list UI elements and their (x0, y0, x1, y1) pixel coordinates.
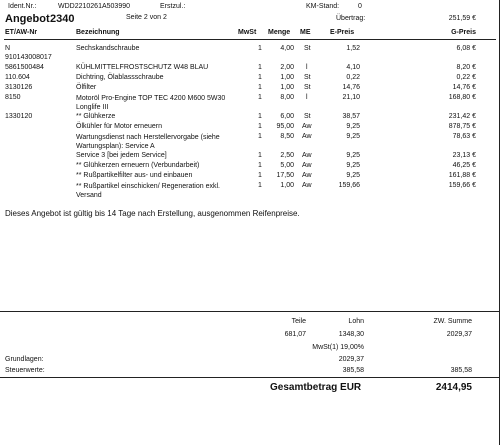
row-unit: Aw (302, 172, 312, 179)
carry-label: Übertrag: (336, 15, 366, 22)
row-qty: 4,00 (280, 45, 294, 52)
teile-label: Teile (291, 318, 306, 325)
row-mwst: 1 (258, 172, 262, 179)
gesamt-label: Gesamtbetrag EUR (270, 382, 362, 393)
carry-value: 251,59 € (448, 15, 476, 22)
row-mwst: 1 (258, 94, 262, 101)
summary-bottom-rule (0, 377, 500, 378)
col-mwst: MwSt (238, 29, 257, 36)
row-desc: ** Glühkerzen erneuern (Verbundarbeit) (76, 162, 200, 169)
steuer-label: Steuerwerte: (5, 367, 45, 374)
row-et: 1330120 (5, 113, 33, 120)
col-et: ET/AW-Nr (5, 29, 38, 36)
row-unit: St (304, 84, 311, 91)
row-desc: Motoröl Pro-Engine TOP TEC 4200 M600 5W30 Longlife III (76, 95, 226, 111)
row-total: 168,80 € (448, 94, 476, 101)
row-mwst: 1 (258, 182, 262, 189)
row-price: 0,22 (346, 74, 360, 81)
row-price: 38,57 (342, 113, 360, 120)
ident-value: WDD2210261A503990 (58, 3, 130, 10)
row-unit: l (306, 94, 308, 101)
row-unit: Aw (302, 133, 312, 140)
row-unit: l (306, 64, 308, 71)
row-mwst: 1 (258, 133, 262, 140)
row-total: 14,76 € (452, 84, 476, 91)
row-qty: 5,00 (280, 162, 294, 169)
row-unit: St (304, 113, 311, 120)
steuer-value-1: 385,58 (342, 367, 364, 374)
lohn-value: 1348,30 (338, 331, 364, 338)
row-desc: Sechskandschraube (76, 45, 140, 52)
row-price: 159,66 (338, 182, 360, 189)
erstzul-label: Erstzul.: (160, 3, 186, 10)
steuer-value-2: 385,58 (450, 367, 472, 374)
row-unit: Aw (302, 152, 312, 159)
row-unit: Aw (302, 182, 312, 189)
teile-value: 681,07 (284, 331, 306, 338)
row-desc: Wartungsdienst nach Herstellervorgabe (siehe Wartungsplan): Service A (76, 134, 220, 150)
row-qty: 8,50 (280, 133, 294, 140)
col-price: E-Preis (330, 29, 355, 36)
row-et: 110.604 (5, 74, 30, 81)
row-qty: 2,00 (280, 64, 294, 71)
row-mwst: 1 (258, 123, 262, 130)
row-price: 9,25 (346, 133, 360, 140)
mwst-label: MwSt(1) 19,00% (312, 344, 364, 351)
row-total: 161,88 € (448, 172, 476, 179)
row-desc: ** Rußpartikelfilter aus- und einbauen (76, 172, 193, 179)
row-total: 0,22 € (456, 74, 476, 81)
row-qty: 1,00 (280, 84, 294, 91)
row-qty: 2,50 (280, 152, 294, 159)
km-label: KM-Stand: (306, 3, 340, 10)
lohn-label: Lohn (348, 318, 364, 325)
row-total: 6,08 € (456, 45, 476, 52)
col-total: G-Preis (451, 29, 476, 36)
row-desc: Service 3 [bei jedem Service] (76, 152, 167, 159)
gesamt-value: 2414,95 (435, 382, 472, 393)
row-qty: 1,00 (280, 74, 294, 81)
row-qty: 17,50 (276, 172, 294, 179)
row-et: N (5, 45, 11, 52)
zw-value: 2029,37 (446, 331, 472, 338)
row-total: 878,75 € (448, 123, 476, 130)
summary-top-rule (0, 311, 500, 312)
row-price: 1,52 (346, 45, 360, 52)
header-rule (4, 39, 496, 40)
row-desc: Dichtring, Ölablassschraube (76, 74, 164, 81)
row-desc: KÜHLMITTELFROSTSCHUTZ W48 BLAU (76, 64, 209, 71)
row-qty: 1,00 (280, 182, 294, 189)
row-mwst: 1 (258, 113, 262, 120)
document-number: 2340 (50, 13, 75, 25)
row-desc: ** Rußpartikel einschicken/ Regeneration exkl. Versand (76, 183, 220, 199)
row-mwst: 1 (258, 84, 262, 91)
row-price: 4,10 (346, 64, 360, 71)
zw-label: ZW. Summe (433, 318, 472, 325)
row-desc: Ölfilter (76, 84, 97, 91)
row-price: 9,25 (346, 123, 360, 130)
row-price: 14,76 (342, 84, 360, 91)
row-price: 9,25 (346, 172, 360, 179)
row-mwst: 1 (258, 74, 262, 81)
document-title: Angebot (5, 13, 50, 25)
row-total: 231,42 € (448, 113, 476, 120)
row-qty: 8,00 (280, 94, 294, 101)
row-et: 3130126 (5, 84, 33, 91)
row-desc: Ölkühler für Motor erneuern (76, 123, 162, 130)
row-mwst: 1 (258, 64, 262, 71)
row-desc: ** Glühkerze (76, 113, 116, 120)
row-total: 8,20 € (456, 64, 476, 71)
row-et: 5861500484 (5, 64, 44, 71)
grundlagen-value: 2029,37 (338, 356, 364, 363)
col-unit: ME (300, 29, 311, 36)
row-unit: St (304, 45, 311, 52)
validity-note: Dieses Angebot ist gültig bis 14 Tage nach Erstellung, ausgenommen Reifenpreise. (5, 209, 300, 218)
km-value: 0 (358, 3, 362, 10)
row-mwst: 1 (258, 45, 262, 52)
row-unit: Aw (302, 123, 312, 130)
row-et: 8150 (5, 94, 21, 101)
row-mwst: 1 (258, 162, 262, 169)
row-qty: 95,00 (276, 123, 294, 130)
col-desc: Bezeichnung (76, 29, 120, 36)
row-et: 910143008017 (5, 54, 52, 61)
row-price: 9,25 (346, 162, 360, 169)
row-total: 78,63 € (452, 133, 476, 140)
row-total: 159,66 € (448, 182, 476, 189)
row-total: 46,25 € (452, 162, 476, 169)
row-unit: St (304, 74, 311, 81)
col-qty: Menge (268, 29, 291, 36)
page-indicator: Seite 2 von 2 (126, 14, 167, 21)
row-mwst: 1 (258, 152, 262, 159)
grundlagen-label: Grundlagen: (5, 356, 44, 363)
row-qty: 6,00 (280, 113, 294, 120)
row-price: 21,10 (342, 94, 360, 101)
row-unit: Aw (302, 162, 312, 169)
ident-label: Ident.Nr.: (8, 3, 37, 10)
row-price: 9,25 (346, 152, 360, 159)
row-total: 23,13 € (452, 152, 476, 159)
